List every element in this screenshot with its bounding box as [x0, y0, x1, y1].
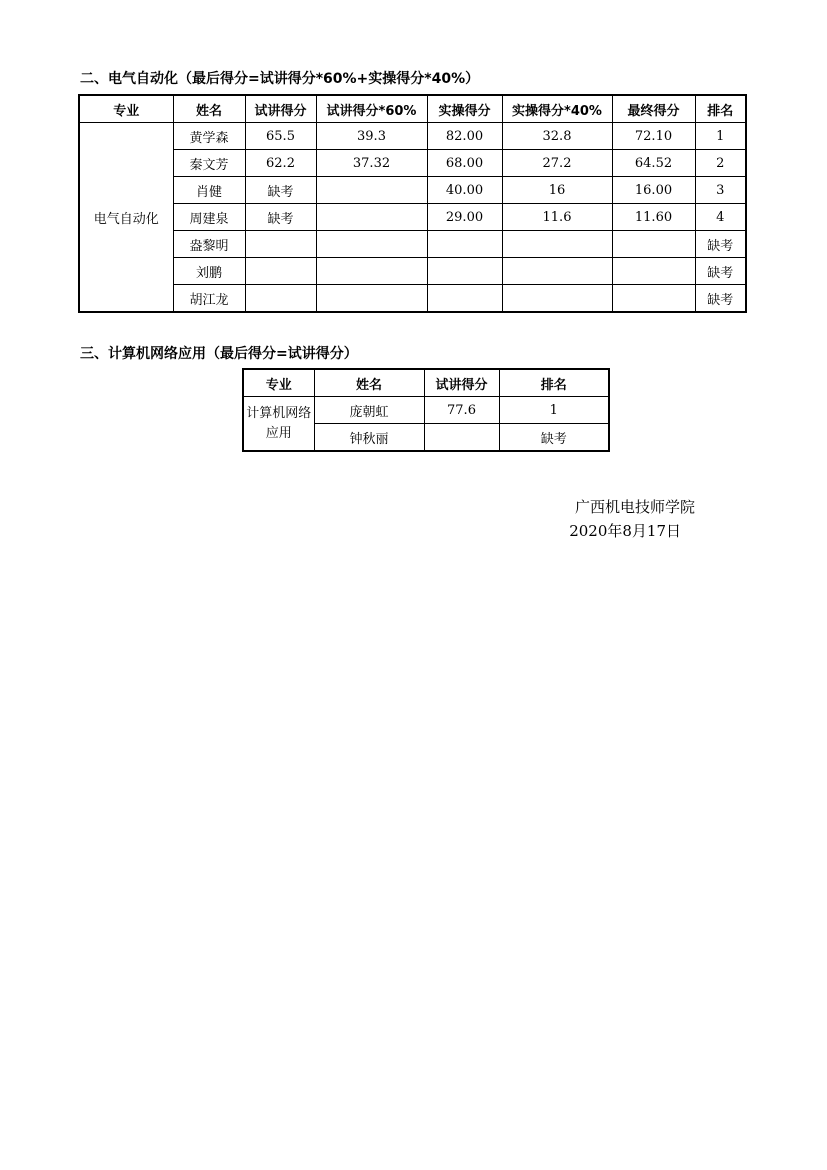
- cell-practice-40: 27.2: [502, 150, 612, 177]
- cell-lecture: [424, 424, 499, 452]
- cell-practice-40: [502, 258, 612, 285]
- cell-practice: 82.00: [427, 123, 502, 150]
- cell-practice-40: [502, 231, 612, 258]
- major-cell: 计算机网络应用: [243, 397, 314, 452]
- cell-rank: 2: [695, 150, 746, 177]
- major-cell: 电气自动化: [79, 123, 173, 313]
- cell-name: 庞朝虹: [314, 397, 424, 424]
- cell-lecture: 77.6: [424, 397, 499, 424]
- cell-rank: 缺考: [695, 285, 746, 313]
- footer-date: 2020年8月17日: [569, 522, 681, 540]
- cell-name: 刘鹏: [173, 258, 245, 285]
- header-major: 专业: [243, 369, 314, 397]
- cell-name: 秦文芳: [173, 150, 245, 177]
- cell-rank: 缺考: [499, 424, 609, 452]
- table-header-row: [79, 95, 746, 123]
- cell-practice-40: 16: [502, 177, 612, 204]
- cell-lecture: 缺考: [245, 204, 316, 231]
- cell-practice: [427, 258, 502, 285]
- section-2-title: 二、电气自动化（最后得分=试讲得分*60%+实操得分*40%）: [80, 71, 480, 87]
- header-lecture-score: 试讲得分: [245, 95, 316, 123]
- table-row: [79, 231, 746, 258]
- cell-practice: [427, 285, 502, 313]
- cell-lecture: 65.5: [245, 123, 316, 150]
- header-lecture-score: 试讲得分: [424, 369, 499, 397]
- cell-lecture: [245, 285, 316, 313]
- header-final-score: 最终得分: [612, 95, 695, 123]
- cell-name: 钟秋丽: [314, 424, 424, 452]
- computer-network-score-table: [242, 368, 610, 452]
- header-name: 姓名: [173, 95, 245, 123]
- table-row: [79, 258, 746, 285]
- cell-lecture-60: [316, 177, 427, 204]
- table-row: [79, 150, 746, 177]
- footer-organization: 广西机电技师学院: [574, 498, 695, 516]
- section-3-title: 三、计算机网络应用（最后得分=试讲得分）: [80, 346, 358, 362]
- electrical-automation-score-table: [78, 94, 747, 313]
- cell-lecture-60: [316, 285, 427, 313]
- cell-lecture: [245, 231, 316, 258]
- header-practice-score: 实操得分: [427, 95, 502, 123]
- cell-final: [612, 285, 695, 313]
- table-row: [79, 204, 746, 231]
- cell-final: 11.60: [612, 204, 695, 231]
- table-row: [79, 285, 746, 313]
- cell-lecture-60: [316, 204, 427, 231]
- table-row: [79, 123, 746, 150]
- cell-name: 周建泉: [173, 204, 245, 231]
- cell-lecture: [245, 258, 316, 285]
- cell-practice: 40.00: [427, 177, 502, 204]
- cell-final: 72.10: [612, 123, 695, 150]
- cell-rank: 3: [695, 177, 746, 204]
- header-practice-40: 实操得分*40%: [502, 95, 612, 123]
- table-header-row: [243, 369, 609, 397]
- cell-lecture: 缺考: [245, 177, 316, 204]
- header-name: 姓名: [314, 369, 424, 397]
- cell-practice-40: 32.8: [502, 123, 612, 150]
- cell-lecture: 62.2: [245, 150, 316, 177]
- header-major: 专业: [79, 95, 173, 123]
- cell-rank: 缺考: [695, 258, 746, 285]
- table-row: [79, 177, 746, 204]
- cell-practice: 29.00: [427, 204, 502, 231]
- cell-final: 64.52: [612, 150, 695, 177]
- cell-final: [612, 258, 695, 285]
- cell-name: 胡江龙: [173, 285, 245, 313]
- header-rank: 排名: [499, 369, 609, 397]
- cell-final: 16.00: [612, 177, 695, 204]
- cell-rank: 缺考: [695, 231, 746, 258]
- cell-lecture-60: [316, 258, 427, 285]
- cell-lecture-60: 37.32: [316, 150, 427, 177]
- cell-rank: 1: [695, 123, 746, 150]
- header-lecture-60: 试讲得分*60%: [316, 95, 427, 123]
- cell-lecture-60: 39.3: [316, 123, 427, 150]
- cell-name: 黄学森: [173, 123, 245, 150]
- cell-practice-40: [502, 285, 612, 313]
- cell-lecture-60: [316, 231, 427, 258]
- cell-rank: 4: [695, 204, 746, 231]
- cell-rank: 1: [499, 397, 609, 424]
- cell-practice: [427, 231, 502, 258]
- cell-practice: 68.00: [427, 150, 502, 177]
- cell-name: 肖健: [173, 177, 245, 204]
- table-row: [243, 397, 609, 424]
- cell-name: 盎黎明: [173, 231, 245, 258]
- cell-practice-40: 11.6: [502, 204, 612, 231]
- cell-final: [612, 231, 695, 258]
- header-rank: 排名: [695, 95, 746, 123]
